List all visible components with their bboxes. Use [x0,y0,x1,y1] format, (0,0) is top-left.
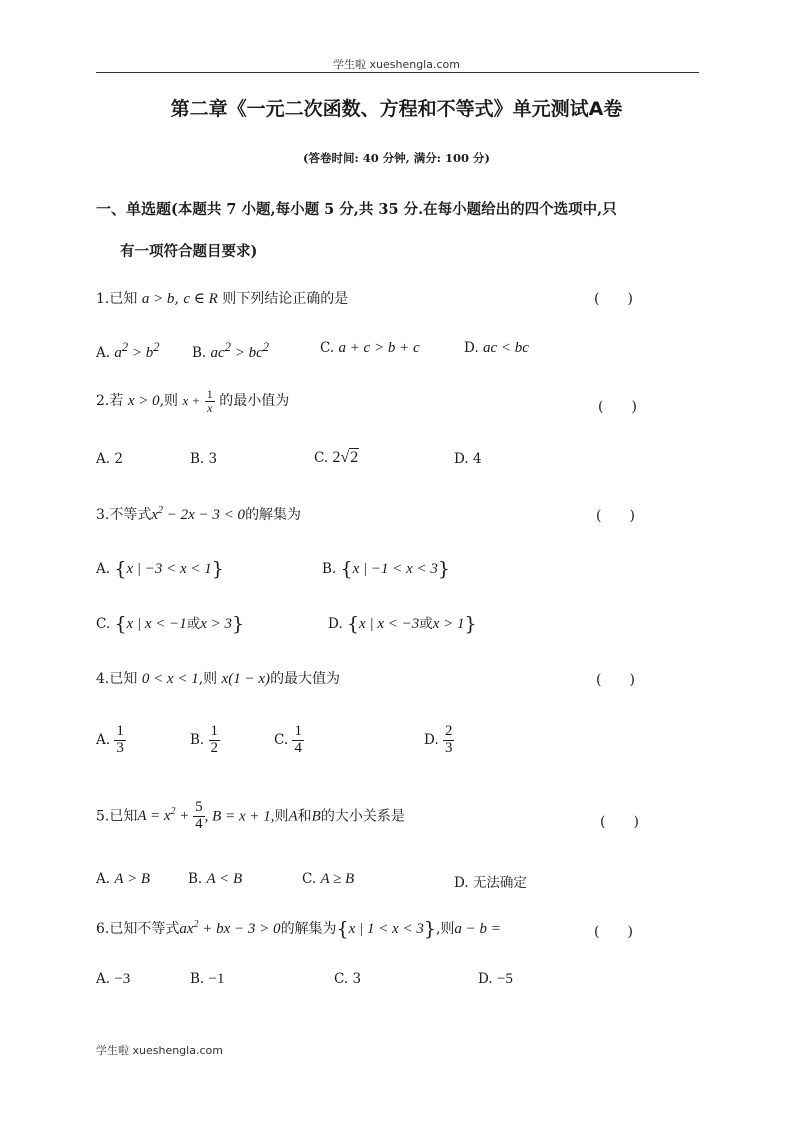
answer-paren-2: ( ) [598,399,637,415]
q3-option-d: D. {x | x < −3或x > 1} [328,613,477,635]
question-6: 6.已知不等式$ax^2$ + bx − 3 > 0的解集为{x | 1 < x < 3},则a − b = [96,918,501,940]
q1-option-b: B. $ac^2 > bc^2$ [192,340,269,361]
q1-option-a: A. $a^2 > b^2$ [96,340,160,361]
q6-option-a: A. −3 [96,971,131,987]
section-heading [96,198,617,219]
q3-option-a: A. {x | −3 < x < 1} [96,558,224,580]
page-header-site: 学生啦 xueshengla.com [333,58,460,71]
question-2: 2.若 x > 0,则 x + $\frac{1}{x}$ 的最小值为 [96,387,290,415]
q4-option-b: B. $\frac{1}{2}$ [190,723,219,756]
q2-option-b: B. 3 [190,451,218,467]
page-subtitle: (答卷时间: 40 分钟, 满分: 100 分) [303,151,490,165]
answer-paren-4: ( ) [596,672,635,688]
fraction-one-over-x: $\frac{1}{x}$ [206,387,213,415]
q3-option-c: C. {x | x < −1或x > 3} [96,613,245,635]
question-1: 1.已知 a > b, c ∈ R 则下列结论正确的是 [96,291,349,307]
answer-paren-1: ( ) [594,291,633,307]
q1-option-d: D. ac < bc [464,340,529,356]
section-lead: 一、单选题 [96,200,172,218]
q5-option-b: B. A < B [188,871,243,887]
question-5: 5.已知$A = x^2$ + $\frac{5}{4}$ , B = x + 1,则A和B的大小关系是 [96,799,405,832]
q3-option-b: B. {x | −1 < x < 3} [322,558,451,580]
question-3: 3.不等式$x^2 - 2x - 3 < 0$的解集为 [96,505,302,523]
q4-option-a: A. $\frac{1}{3}$ [96,723,124,756]
q2-option-d: D. 4 [454,451,482,467]
answer-paren-6: ( ) [594,924,633,940]
page-footer-site: 学生啦 xueshengla.com [96,1044,223,1057]
sqrt-symbol: √ [340,449,350,466]
fraction-five-quarters: $\frac{5}{4}$ [195,799,203,832]
section-desc-line1: (本题共 7 小题,每小题 5 分,共 35 分.在每小题给出的四个选项中,只 [171,201,617,218]
q5-option-a: A. A > B [96,871,151,887]
q6-option-b: B. −1 [190,971,225,987]
header-divider [96,72,699,73]
q6-option-c: C. 3 [334,971,362,987]
q4-option-d: D. $\frac{2}{3}$ [424,723,453,756]
page-title: 第二章《一元二次函数、方程和不等式》单元测试A卷 [170,98,623,120]
question-4: 4.已知 0 < x < 1,则 x(1 − x)的最大值为 [96,671,341,687]
q5-option-c: C. A ≥ B [302,871,355,887]
q5-option-d: D. 无法确定 [454,875,527,891]
q1-option-c: C. a + c > b + c [320,340,420,356]
q6-option-d: D. −5 [478,971,513,987]
answer-paren-5: ( ) [600,814,639,830]
q2-option-a: A. 2 [96,451,123,467]
q4-option-c: C. $\frac{1}{4}$ [274,723,302,756]
section-desc-line2: 有一项符合题目要求) [120,243,258,260]
answer-paren-3: ( ) [596,508,635,524]
q2-option-c: C. 2√2 [314,449,359,466]
